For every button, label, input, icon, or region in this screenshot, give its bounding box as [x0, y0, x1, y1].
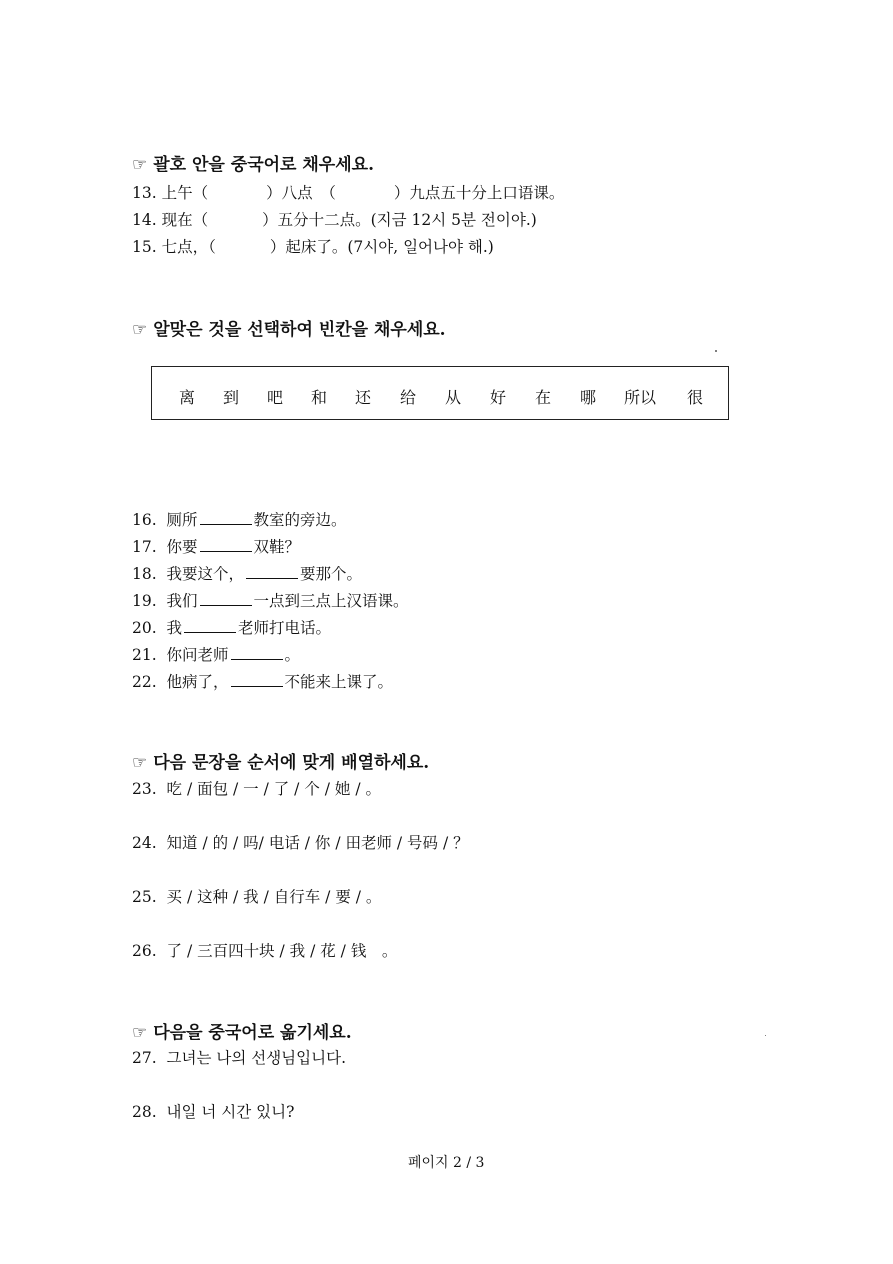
word-bank-item: 到 — [223, 388, 240, 407]
word-bank-item: 好 — [490, 388, 507, 407]
question-21: 21. 你问老师 。 — [132, 646, 301, 664]
question-18: 18. 我要这个， 要那个。 — [132, 565, 363, 583]
word-bank-item: 从 — [445, 388, 462, 407]
word-bank-box — [151, 366, 729, 420]
question-28: 28. 내일 너 시간 있니? — [132, 1103, 295, 1121]
pointing-hand-icon: ☞ — [132, 1023, 148, 1043]
question-15: 15. 七点，（ ）起床了。(7시야, 일어나야 해.) — [132, 238, 494, 256]
section-heading-choose: ☞ 알맞은 것을 선택하여 빈칸을 채우세요. — [132, 320, 446, 340]
word-bank-item: 离 — [179, 388, 196, 407]
question-26: 26. 了 / 三百四十块 / 我 / 花 / 钱 。 — [132, 942, 398, 960]
pointing-hand-icon: ☞ — [132, 320, 148, 340]
section-heading-translate: ☞ 다음을 중국어로 옮기세요. — [132, 1023, 352, 1043]
question-23: 23. 吃 / 面包 / 一 / 了 / 个 / 她 / 。 — [132, 780, 381, 798]
word-bank-item: 和 — [311, 388, 328, 407]
question-24: 24. 知道 / 的 / 吗/ 电话 / 你 / 田老师 / 号码 / ？ — [132, 834, 469, 852]
question-27: 27. 그녀는 나의 선생님입니다. — [132, 1049, 347, 1067]
question-20: 20. 我 老师打电话。 — [132, 619, 332, 637]
word-bank-item: 在 — [535, 388, 552, 407]
question-25: 25. 买 / 这种 / 我 / 自行车 / 要 / 。 — [132, 888, 382, 906]
word-bank-item: 吧 — [267, 388, 284, 407]
word-bank-item: 还 — [355, 388, 372, 407]
question-19: 19. 我们 一点到三点上汉语课。 — [132, 592, 409, 610]
question-16: 16. 厕所 教室的旁边。 — [132, 511, 347, 529]
pointing-hand-icon: ☞ — [132, 155, 148, 175]
word-bank-item: 哪 — [580, 388, 597, 407]
pointing-hand-icon: ☞ — [132, 753, 148, 773]
word-bank-item: 给 — [400, 388, 417, 407]
section-heading-order: ☞ 다음 문장을 순서에 맞게 배열하세요. — [132, 753, 430, 773]
section-heading-fill-in: ☞ 괄호 안을 중국어로 채우세요. — [132, 155, 374, 175]
question-14: 14. 现在（ ）五分十二点。(지금 12시 5분 전이야.) — [132, 211, 537, 229]
question-17: 17. 你要 双鞋？ — [132, 538, 301, 556]
page-number: 페이지 2 / 3 — [408, 1155, 485, 1171]
word-bank-item: 很 — [687, 388, 704, 407]
question-13: 13. 上午（ ）八点 （ ）九点五十分上口语课。 — [132, 184, 565, 202]
word-bank-item: 所以 — [624, 388, 657, 407]
question-22: 22. 他病了， 不能来上课了。 — [132, 673, 394, 691]
